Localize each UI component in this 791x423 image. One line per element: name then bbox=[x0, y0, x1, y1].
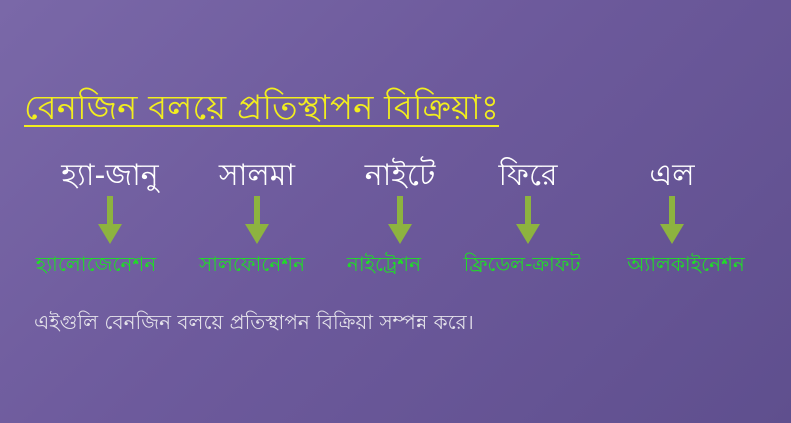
mnemonic-full-1: হ্যালোজেনেশন bbox=[35, 252, 157, 276]
down-arrow-icon bbox=[98, 196, 122, 246]
mnemonic-full-3: নাইট্রেশন bbox=[346, 252, 422, 276]
mnemonic-short-3: নাইটে bbox=[364, 158, 436, 193]
down-arrow-icon bbox=[388, 196, 412, 246]
mnemonic-short-4: ফিরে bbox=[498, 158, 558, 193]
mnemonic-short-1: হ্যা-জানু bbox=[61, 158, 159, 193]
mnemonic-column-5 bbox=[587, 156, 757, 246]
mnemonic-short-5: এল bbox=[649, 158, 695, 193]
down-arrow-icon bbox=[660, 196, 684, 246]
down-arrow-icon bbox=[245, 196, 269, 246]
mnemonic-short-2: সালমা bbox=[218, 158, 296, 193]
mnemonic-full-4: ফ্রিডেল-ক্রাফট bbox=[463, 252, 581, 276]
down-arrow-icon bbox=[516, 196, 540, 246]
mnemonic-full-5: অ্যালকাইনেশন bbox=[627, 252, 745, 276]
footnote-text: এইগুলি বেনজিন বলয়ে প্রতিস্থাপন বিক্রিয়া সম্পন্ন করে। bbox=[34, 310, 474, 334]
mnemonic-column-1 bbox=[25, 156, 195, 246]
slide-title: বেনজিন বলয়ে প্রতিস্থাপন বিক্রিয়াঃ bbox=[24, 88, 499, 128]
mnemonic-full-2: সালফোনেশন bbox=[198, 252, 306, 276]
